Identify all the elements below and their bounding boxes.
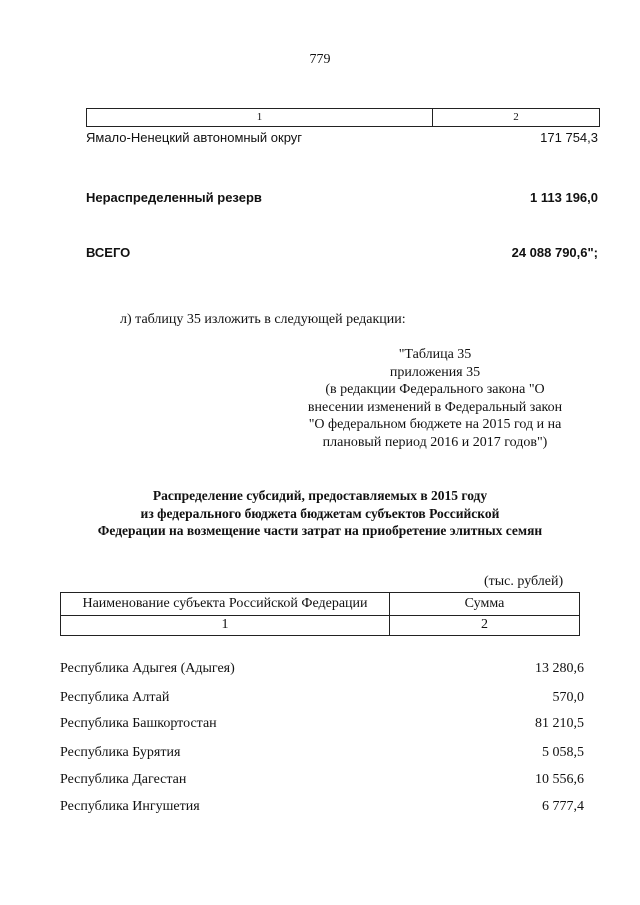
table-note [290, 346, 580, 452]
main-table-col-numbers [60, 615, 580, 636]
row-name: Нераспределенный резерв [86, 190, 262, 205]
row-name: Республика Адыгея (Адыгея) [60, 661, 235, 676]
note-line: "Таблица 35 [398, 347, 472, 362]
row-value: 570,0 [552, 690, 584, 705]
table-row [60, 690, 584, 706]
table-title [60, 487, 580, 540]
row-value: 5 058,5 [542, 745, 584, 760]
top-col-1: 1 [87, 109, 433, 126]
note-line: плановый период 2016 и 2017 годов") [322, 434, 548, 450]
col-header-sum: Сумма [464, 596, 505, 611]
row-value: 13 280,6 [535, 661, 584, 676]
row-name: Республика Ингушетия [60, 799, 200, 814]
row-name: Республика Башкортостан [60, 716, 217, 731]
row-value: 171 754,3 [540, 130, 598, 145]
row-name: Ямало-Ненецкий автономный округ [86, 130, 303, 145]
note-line: приложения 35 [389, 364, 481, 380]
row-name: Республика Бурятия [60, 745, 181, 760]
row-value: 1 113 196,0 [530, 190, 598, 205]
title-line: из федерального бюджета бюджетам субъектов Российской [140, 505, 500, 521]
table-row [60, 716, 584, 732]
page-number: 779 [309, 52, 331, 67]
table-row [60, 799, 584, 815]
intro-text: л) таблицу 35 изложить в следующей редакции: [120, 312, 406, 327]
row-name: Республика Дагестан [60, 772, 187, 787]
row-value: 10 556,6 [535, 772, 584, 787]
col-number-1: 1 [61, 615, 390, 635]
row-value: 24 088 790,6"; [511, 245, 598, 260]
col-number-2: 2 [481, 617, 488, 632]
note-line: (в редакции Федерального закона "О [325, 382, 545, 398]
table-row-reserve [86, 190, 598, 205]
table-row [86, 130, 598, 145]
title-line: Федерации на возмещение части затрат на приобретение элитных семян [97, 523, 543, 538]
top-table-header [86, 108, 600, 127]
table-row [60, 661, 584, 677]
note-line: внесении изменений в Федеральный закон [307, 399, 563, 415]
note-line: "О федеральном бюджете на 2015 год и на [308, 417, 562, 433]
row-value: 6 777,4 [542, 799, 584, 814]
row-name: ВСЕГО [86, 245, 131, 260]
top-col-2: 2 [513, 111, 519, 123]
title-line: Распределение субсидий, предоставляемых в 2015 году [152, 488, 488, 503]
row-value: 81 210,5 [535, 716, 584, 731]
table-row [60, 772, 584, 788]
main-table-header [60, 592, 580, 616]
row-name: Республика Алтай [60, 690, 170, 705]
col-header-name: Наименование субъекта Российской Федерации [61, 593, 390, 615]
table-row [60, 745, 584, 761]
table-row-total [86, 245, 598, 260]
units-label: (тыс. рублей) [484, 574, 564, 589]
